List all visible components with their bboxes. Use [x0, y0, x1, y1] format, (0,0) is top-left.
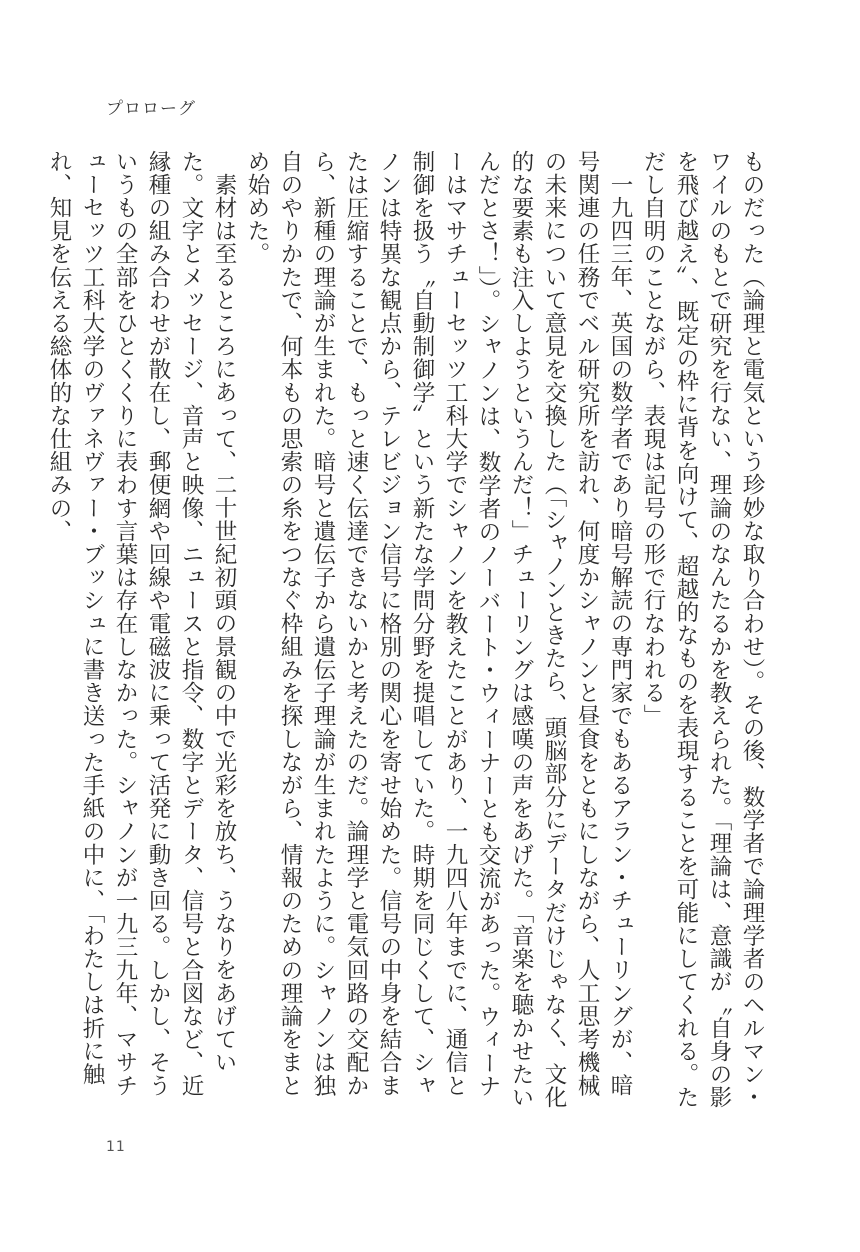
running-head: プロローグ	[106, 99, 196, 119]
body-text	[46, 150, 768, 1110]
paragraph: 一九四三年、英国の数学者であり暗号解読の専門家でもあるアラン・チューリングが、暗号関連の任務でベル研究所を訪れ、何度かシャノンと昼食をともにしながら、人工思考機械の未来について意見を交換した（「シャノンときたら、頭脳部分にデータだけじゃなく、文化的な要素も注入しようというんだ！」チューリングは感嘆の声をあげた。「音楽を聴かせたいんだとさ！」）。シャノンは、数学者のノーバート・ウィーナーとも交流があった。ウィーナーはマサチューセッツ工科大学でシャノンを教えたことがあり、一九四八年までに、通信と制御を扱う〝自動制御学〟という新たな学問分野を提唱していた。時期を同じくして、シャノンは特異な観点から、テレビジョン信号に格別の関心を寄せ始めた。信号の中身を結合または圧縮することで、もっと速く伝達できないかと考えたのだ。論理学と電気回路の交配から、新種の理論が生まれた。暗号と遺伝子から遺伝子理論が生まれたように。シャノンは独自のやりかたで、何本もの思索の糸をつなぐ枠組みを探しながら、情報のための理論をまとめ始めた。	[244, 150, 633, 1109]
paragraph: 素材は至るところにあって、二十世紀初頭の景観の中で光彩を放ち、うなりをあげていた。文字とメッセージ、音声と映像、ニュースと指令、数字とデータ、信号と合図など、近縁種の組み合わせが散在し、郵便網や回線や電磁波に乗って活発に動き回る。しかし、そういうもの全部をひとくくりに表わす言葉は存在しなかった。シャノンが一九三九年、マサチューセッツ工科大学のヴァネヴァー・ブッシュに書き送った手紙の中に、「わたしは折に触れ、知見を伝える総体的な仕組みの、	[46, 150, 237, 1098]
paragraph: ものだった（論理と電気という珍妙な取り合わせ）。その後、数学者で論理学者のヘルマン・ワイルのもとで研究を行ない、理論のなんたるかを教えられた。「理論は、意識が〝自身の影を飛び越え〟、既定の枠に背を向けて、超越的なものを表現することを可能にしてくれる。ただし自明のことながら、表現は記号の形で行なわれる」	[640, 150, 765, 1109]
page-number: 11	[106, 1139, 126, 1155]
